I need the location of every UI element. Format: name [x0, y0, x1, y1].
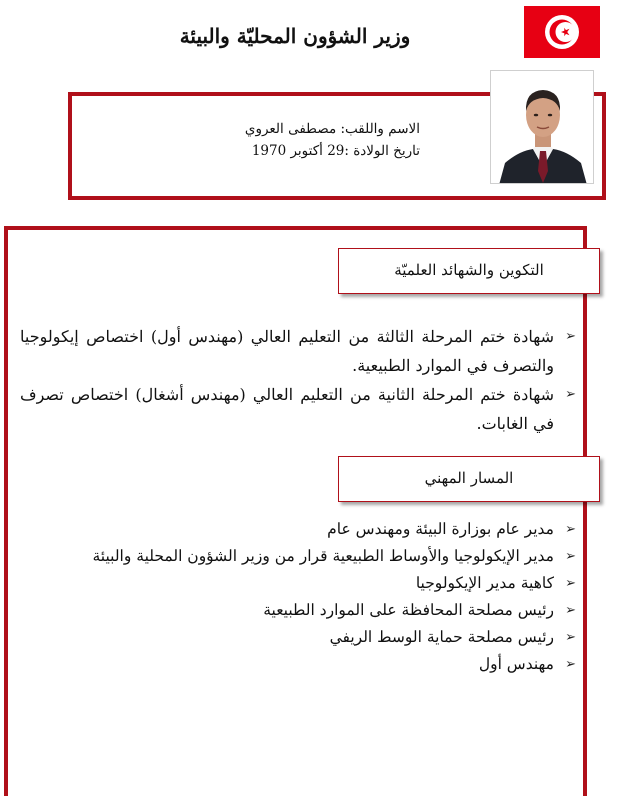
- tunisia-flag-icon: [524, 6, 600, 58]
- list-item: ➢ كاهية مدير الإيكولوجيا: [20, 570, 576, 597]
- list-item: ➢ رئيس مصلحة حماية الوسط الريفي: [20, 624, 576, 651]
- list-item: ➢ مهندس أول: [20, 651, 576, 678]
- arrow-check-icon: ➢: [565, 657, 576, 672]
- list-item: ➢ شهادة ختم المرحلة الثالثة من التعليم العالي (مهندس أول) اختصاص إيكولوجيا والتصرف في الموارد الطبيعية.: [20, 322, 576, 380]
- section-header-career: المسار المهني: [338, 456, 600, 502]
- section-header-education: التكوين والشهائد العلميّة: [338, 248, 600, 294]
- list-item: ➢ مدير عام بوزارة البيئة ومهندس عام: [20, 516, 576, 543]
- list-item: ➢ رئيس مصلحة المحافظة على الموارد الطبيعية: [20, 597, 576, 624]
- arrow-check-icon: ➢: [565, 630, 576, 645]
- education-list: [20, 322, 576, 438]
- portrait-photo: [490, 70, 594, 184]
- arrow-check-icon: ➢: [565, 576, 576, 591]
- birth-date-line: تاريخ الولادة :29 أكتوبر 1970: [251, 143, 420, 159]
- page-title: وزير الشؤون المحليّة والبيئة: [179, 24, 411, 48]
- arrow-check-icon: ➢: [565, 603, 576, 618]
- list-item: ➢ مدير الإيكولوجيا والأوساط الطبيعية قرار من وزير الشؤون المحلية والبيئة: [20, 543, 576, 570]
- arrow-check-icon: ➢: [565, 522, 576, 537]
- content-frame: [4, 226, 587, 796]
- list-item: ➢ شهادة ختم المرحلة الثانية من التعليم العالي (مهندس أشغال) اختصاص تصرف في الغابات.: [20, 380, 576, 438]
- name-line: الاسم واللقب: مصطفى العروي: [244, 121, 420, 137]
- arrow-check-icon: ➢: [565, 329, 576, 344]
- career-list: [20, 516, 576, 678]
- identity-info: [120, 118, 420, 162]
- arrow-check-icon: ➢: [565, 549, 576, 564]
- arrow-check-icon: ➢: [565, 387, 576, 402]
